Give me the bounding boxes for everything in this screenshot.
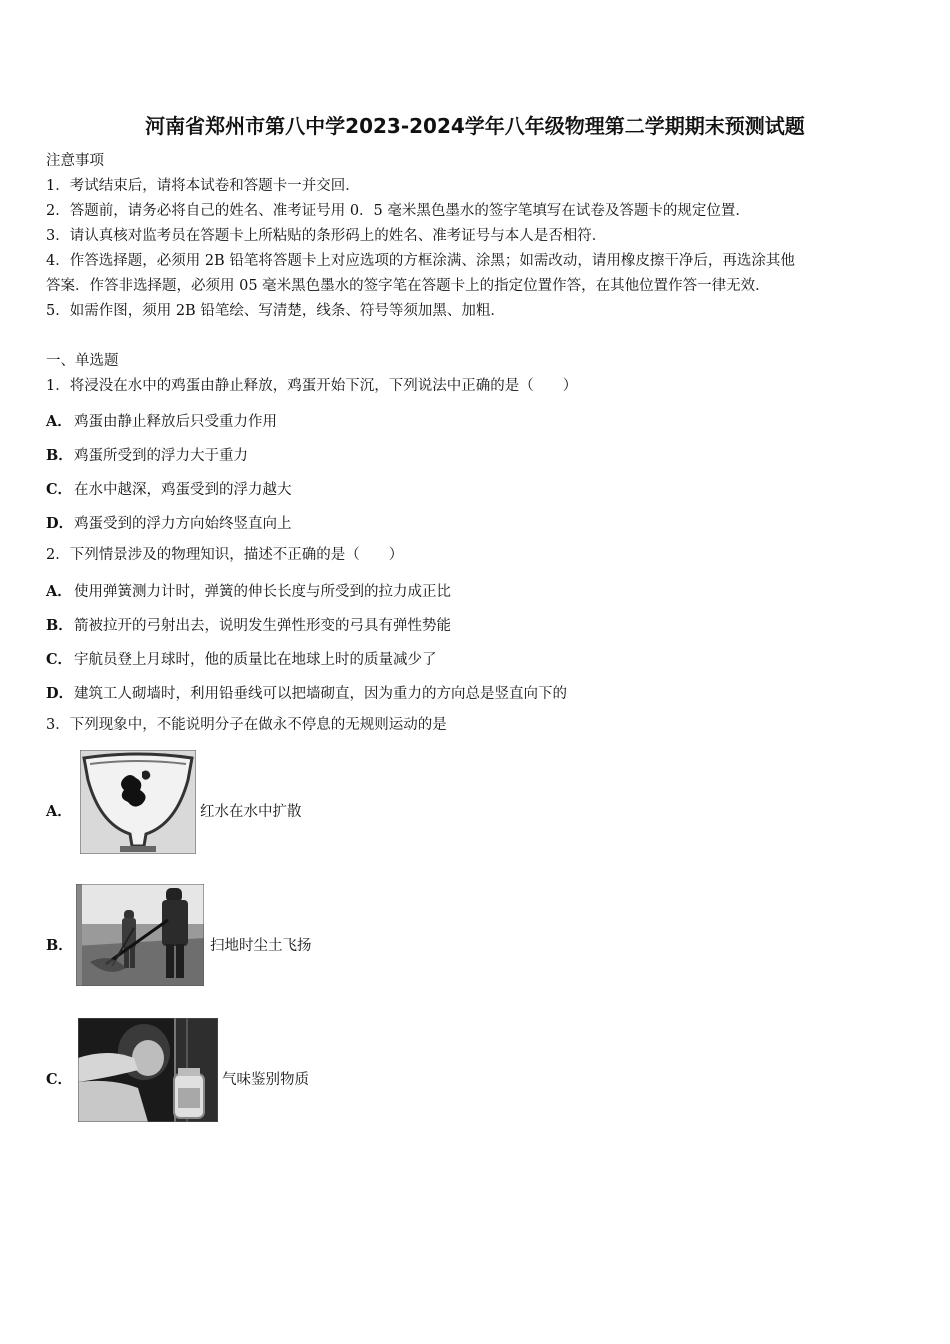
q1-option-a-text: 鸡蛋由静止释放后只受重力作用 [74,414,277,430]
section-heading: 一、单选题 [46,353,119,369]
q2-option-d-label: D． [46,685,74,702]
q1-option-c-label: C． [46,481,73,498]
q2-option-b-label: B． [46,617,73,634]
q2-option-c-text: 宇航员登上月球时，他的质量比在地球上时的质量减少了 [74,652,437,668]
q3-option-a-text: 红水在水中扩散 [200,804,302,820]
sweeping-dust-photo [76,884,204,986]
notice-item: 2．答题前，请务必将自己的姓名、准考证号用 0．5 毫米黑色墨水的签字笔填写在试卷及答题卡的规定位置． [46,203,750,219]
smell-identify-photo [78,1018,218,1122]
notice-heading: 注意事项 [46,153,104,169]
notice-item: 5．如需作图，须用 2B 铅笔绘、写清楚，线条、符号等须加黑、加粗． [46,303,505,319]
q1-option-d-label: D． [46,515,74,532]
q1-option-b-text: 鸡蛋所受到的浮力大于重力 [74,448,248,464]
page-title: 河南省郑州市第八中学2023-2024学年八年级物理第二学期期末预测试题 [145,114,805,138]
q3-option-c-text: 气味鉴别物质 [222,1072,309,1088]
q2-option-d-text: 建筑工人砌墙时，利用铅垂线可以把墙砌直，因为重力的方向总是竖直向下的 [74,686,567,702]
q3-option-b-text: 扫地时尘土飞扬 [210,938,312,954]
notice-item: 4．作答选择题，必须用 2B 铅笔将答题卡上对应选项的方框涂满、涂黑；如需改动，请用橡皮擦干净后，再选涂其他 [46,253,795,269]
q3-option-b-label: B． [46,937,73,954]
question-3-stem: 3．下列现象中，不能说明分子在做永不停息的无规则运动的是 [46,717,447,733]
q3-option-a-label: A． [46,803,72,820]
q1-option-c-text: 在水中越深，鸡蛋受到的浮力越大 [74,482,292,498]
q1-option-d-text: 鸡蛋受到的浮力方向始终竖直向上 [74,516,292,532]
q2-option-b-text: 箭被拉开的弓射出去，说明发生弹性形变的弓具有弹性势能 [74,618,451,634]
question-2-stem: 2．下列情景涉及的物理知识，描述不正确的是（ ） [46,547,404,563]
notice-item: 3．请认真核对监考员在答题卡上所粘贴的条形码上的姓名、准考证号与本人是否相符． [46,228,607,244]
q3-option-c-label: C． [46,1071,73,1088]
notice-item: 1．考试结束后，请将本试卷和答题卡一并交回． [46,178,360,194]
q2-option-a-label: A． [46,583,72,600]
diffusion-glass-photo [80,750,196,854]
q2-option-a-text: 使用弹簧测力计时，弹簧的伸长长度与所受到的拉力成正比 [74,584,451,600]
question-1-stem: 1．将浸没在水中的鸡蛋由静止释放，鸡蛋开始下沉，下列说法中正确的是（ ） [46,378,578,394]
q1-option-a-label: A． [46,413,72,430]
q1-option-b-label: B． [46,447,73,464]
q2-option-c-label: C． [46,651,73,668]
notice-item: 答案．作答非选择题，必须用 05 毫米黑色墨水的签字笔在答题卡上的指定位置作答，在其他位置作答一律无效． [46,278,770,294]
